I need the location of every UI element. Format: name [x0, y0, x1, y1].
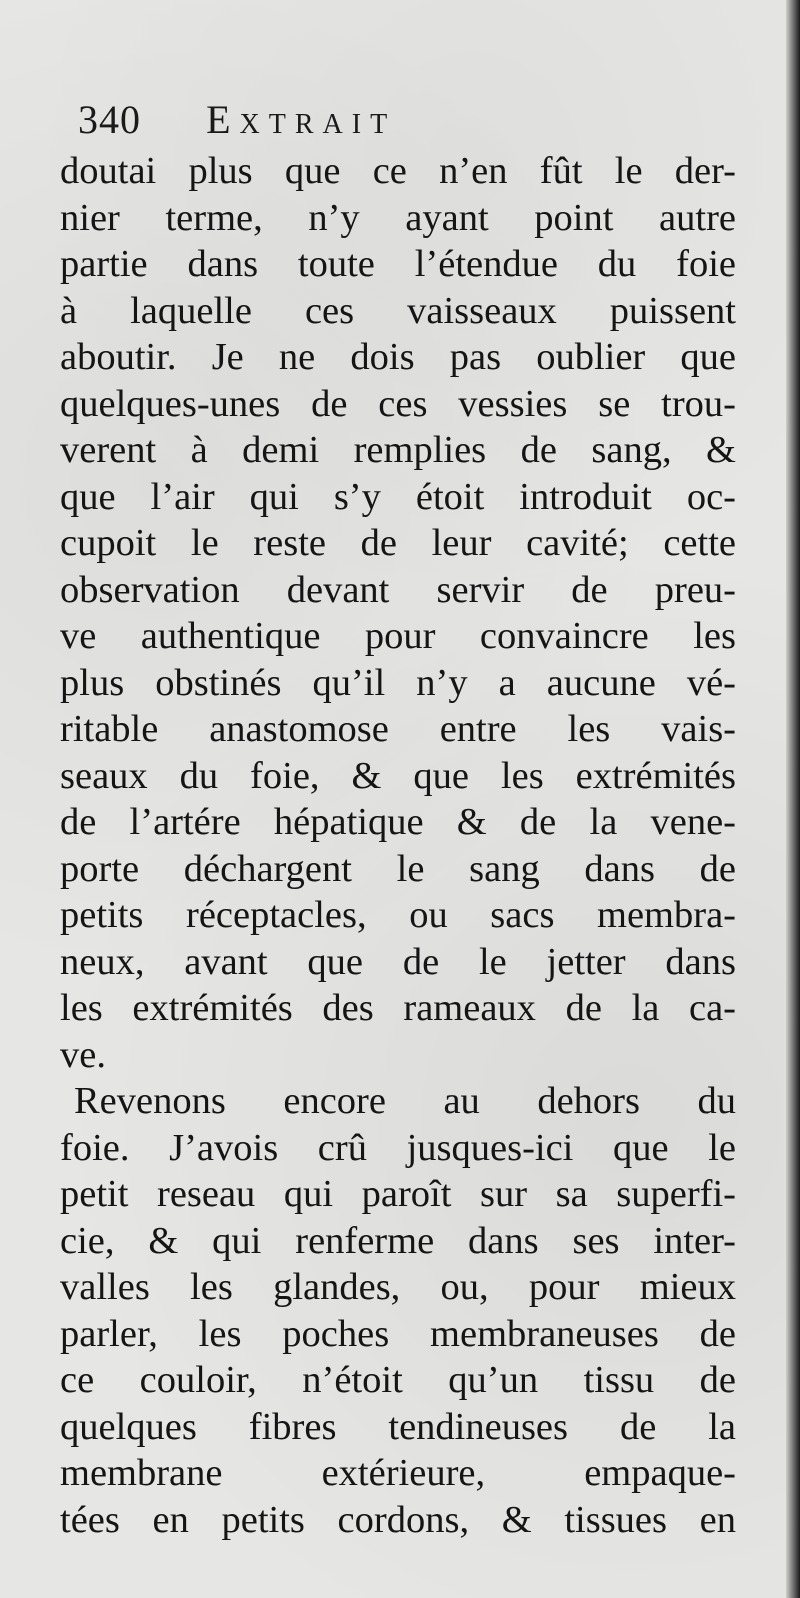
text-line: ve.	[60, 1033, 106, 1076]
text-line: tées en petits cordons, & tissues en	[60, 1498, 736, 1541]
body-text	[60, 148, 736, 1543]
text-line: neux, avant que de le jetter dans	[60, 940, 736, 983]
text-line: que l’air qui s’y étoit introduit oc-	[60, 475, 736, 518]
text-line: les extrémités des rameaux de la ca-	[60, 987, 736, 1029]
page-edge-shadow	[786, 0, 800, 1598]
text-line: valles les glandes, ou, pour mieux	[60, 1266, 736, 1308]
text-line: ritable anastomose entre les vais-	[60, 708, 736, 750]
text-line: verent à demi remplies de sang, &	[60, 429, 736, 471]
text-line: partie dans toute l’étendue du foie	[60, 243, 736, 285]
text-line: petit reseau qui paroît sur sa superfi-	[60, 1173, 736, 1215]
page-header	[78, 96, 396, 146]
text-line: cupoit le reste de leur cavité; cette	[60, 522, 736, 564]
text-line: doutai plus que ce n’en fût le der-	[60, 150, 736, 192]
text-line: observation devant servir de preu-	[60, 568, 736, 611]
text-line: porte déchargent le sang dans de	[60, 847, 736, 890]
text-line: aboutir. Je ne dois pas oublier que	[60, 336, 736, 378]
text-line: de l’artére hépatique & de la vene-	[60, 801, 736, 843]
text-line: ve authentique pour convaincre les	[60, 615, 736, 657]
paragraph-start-line: Revenons encore au dehors du	[74, 1080, 736, 1122]
text-line: quelques fibres tendineuses de la	[60, 1405, 736, 1448]
text-line: parler, les poches membraneuses de	[60, 1312, 736, 1355]
text-line: à laquelle ces vaisseaux puissent	[60, 289, 736, 332]
text-line: cie, & qui renferme dans ses inter-	[60, 1219, 736, 1262]
text-line: membrane extérieure, empaque-	[60, 1452, 736, 1494]
text-line: plus obstinés qu’il n’y a aucune vé-	[60, 661, 736, 704]
text-line: petits réceptacles, ou sacs membra-	[60, 894, 736, 936]
text-line: seaux du foie, & que les extrémités	[60, 754, 736, 797]
running-title: Extrait	[206, 97, 397, 142]
text-line: foie. J’avois crû jusques-ici que le	[60, 1126, 736, 1169]
page-number: 340	[78, 97, 141, 142]
text-line: quelques-unes de ces vessies se trou-	[60, 382, 736, 425]
text-line: ce couloir, n’étoit qu’un tissu de	[60, 1359, 736, 1401]
text-line: nier terme, n’y ayant point autre	[60, 196, 736, 239]
